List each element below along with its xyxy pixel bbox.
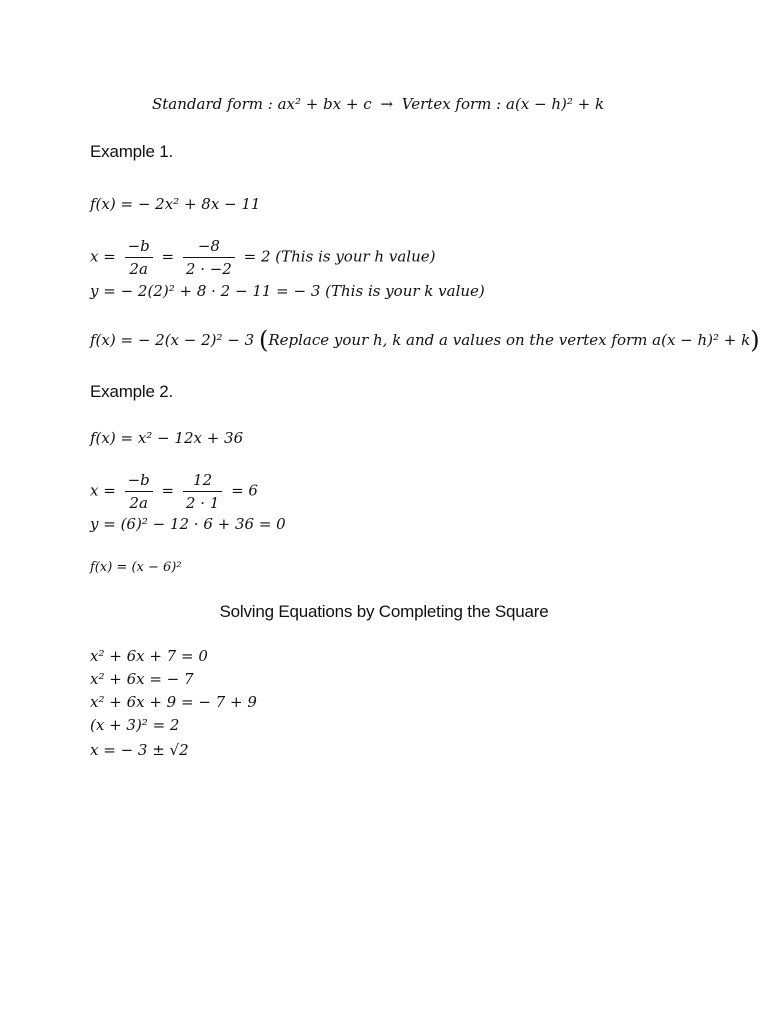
fraction-denominator: 2 · −2	[185, 260, 232, 278]
completing-square-heading: Solving Equations by Completing the Square	[219, 602, 549, 621]
example2-fraction-values	[183, 471, 222, 512]
completing-line-3: x² + 6x + 9 = − 7 + 9	[90, 693, 257, 711]
fraction-numerator: −b	[125, 237, 153, 258]
example2-x-lhs: x =	[90, 481, 116, 500]
example2-fraction-b-over-2a	[125, 471, 153, 512]
example1-x-calculation	[90, 237, 435, 278]
right-paren: )	[750, 326, 760, 354]
fraction-denominator: 2a	[129, 260, 148, 278]
vertex-form-label: Vertex form :	[401, 95, 506, 113]
completing-line-4: (x + 3)² = 2	[90, 716, 180, 734]
example1-vertex-note: Replace your h, k and a values on the vertex form a(x − h)² + k	[268, 331, 751, 349]
standard-form-label: Standard form :	[152, 95, 278, 113]
example1-function: f(x) = − 2x² + 8x − 11	[90, 195, 261, 213]
example2-vertex-form: f(x) = (x − 6)²	[90, 560, 182, 575]
example1-x-result: = 2 (This is your h value)	[243, 247, 436, 266]
equals-sign: =	[161, 247, 175, 266]
fraction-denominator: 2a	[129, 494, 148, 512]
example1-x-lhs: x =	[90, 247, 116, 266]
vertex-form-expression: a(x − h)² + k	[506, 95, 605, 113]
example1-fraction-values	[183, 237, 235, 278]
arrow-icon: →	[380, 95, 394, 113]
example2-heading: Example 2.	[90, 382, 174, 401]
example1-heading: Example 1.	[90, 142, 174, 161]
example2-x-calculation	[90, 471, 258, 512]
fraction-numerator: −8	[183, 237, 235, 258]
fraction-denominator: 2 · 1	[185, 494, 220, 512]
fraction-numerator: −b	[125, 471, 153, 492]
left-paren: (	[258, 326, 269, 354]
equals-sign: =	[161, 481, 175, 500]
example2-function: f(x) = x² − 12x + 36	[90, 429, 244, 447]
standard-vertex-form-line	[152, 95, 604, 113]
example1-vertex-expression: f(x) = − 2(x − 2)² − 3	[90, 331, 255, 349]
example1-vertex-form	[90, 326, 760, 354]
example2-x-result: = 6	[231, 481, 258, 500]
completing-line-2: x² + 6x = − 7	[90, 670, 194, 688]
completing-line-5: x = − 3 ± √2	[90, 741, 189, 759]
example1-fraction-b-over-2a	[125, 237, 153, 278]
fraction-numerator: 12	[183, 471, 222, 492]
standard-form-expression: ax² + bx + c	[277, 95, 372, 113]
example2-y-calculation: y = (6)² − 12 · 6 + 36 = 0	[90, 515, 286, 533]
completing-line-1: x² + 6x + 7 = 0	[90, 647, 208, 665]
example1-y-calculation: y = − 2(2)² + 8 · 2 − 11 = − 3 (This is your k value)	[90, 282, 485, 300]
